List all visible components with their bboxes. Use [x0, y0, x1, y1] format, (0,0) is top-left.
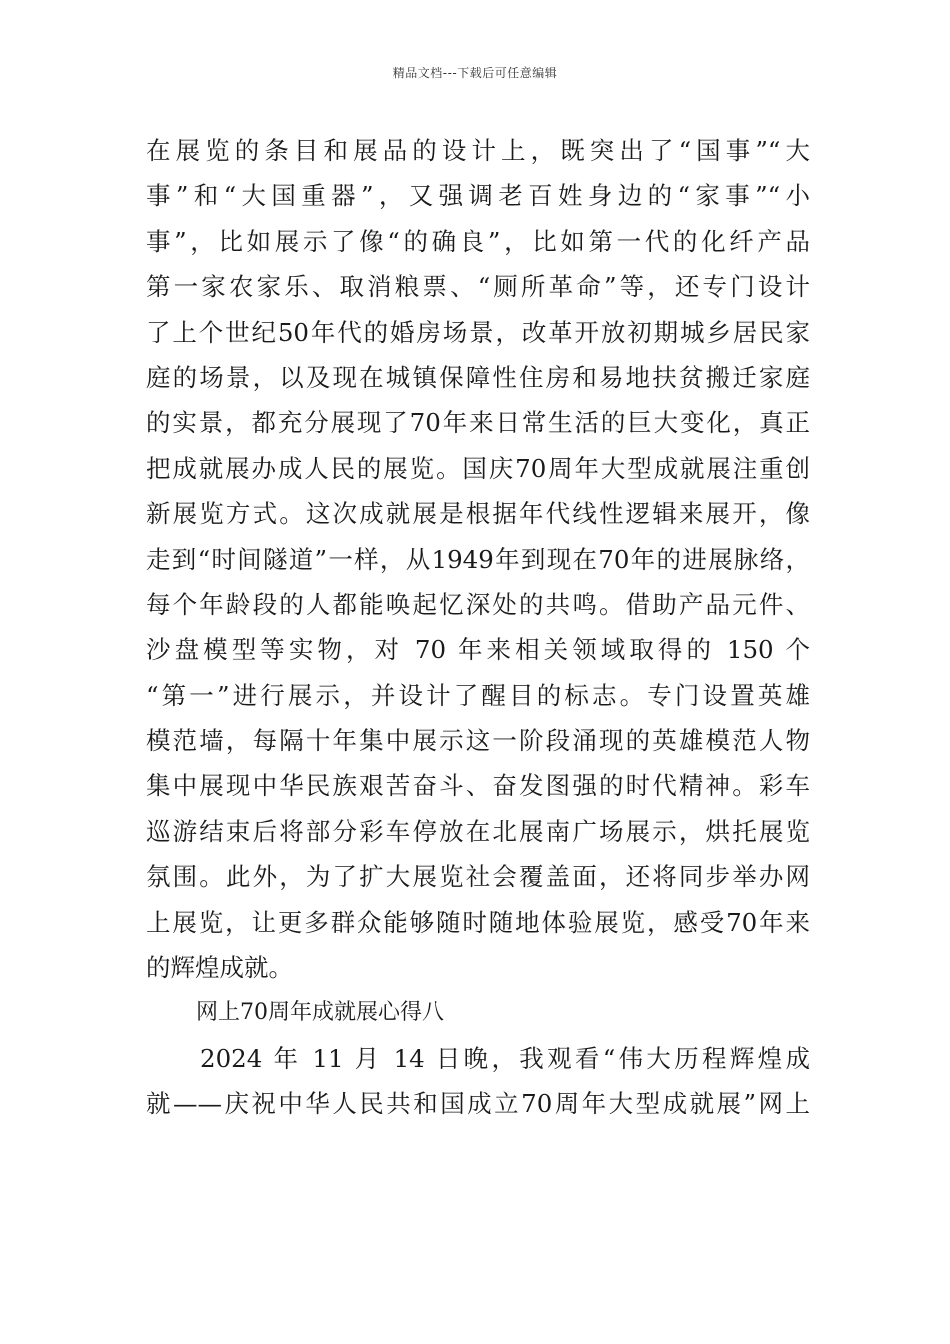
- paragraph-line: 把成就展办成人民的展览。国庆70周年大型成就展注重创: [146, 453, 810, 483]
- paragraph-line: 2024 年 11 月 14 日晚，我观看“伟大历程辉煌成: [200, 1043, 810, 1073]
- paragraph-line: 就——庆祝中华人民共和国成立70周年大型成就展”网上: [146, 1089, 810, 1119]
- paragraph-line: 模范墙，每隔十年集中展示这一阶段涌现的英雄模范人物: [146, 726, 810, 756]
- paragraph-line: 新展览方式。这次成就展是根据年代线性逻辑来展开，像: [146, 499, 810, 529]
- paragraph-line: 氛围。此外，为了扩大展览社会覆盖面，还将同步举办网: [146, 862, 810, 892]
- section-heading: 网上70周年成就展心得八: [196, 1000, 444, 1026]
- paragraph-line: 每个年龄段的人都能唤起忆深处的共鸣。借助产品元件、: [146, 589, 810, 619]
- body-text: [146, 128, 810, 1127]
- paragraph-line: 沙盘模型等实物，对 70 年来相关领域取得的 150 个: [146, 635, 810, 665]
- paragraph-line: 在展览的条目和展品的设计上，既突出了“国事”“大: [146, 136, 810, 165]
- page-header: 精品文档---下载后可任意编辑: [392, 66, 558, 80]
- paragraph-line: 第一家农家乐、取消粮票、“厕所革命”等，还专门设计: [146, 272, 810, 302]
- paragraph-line: 集中展现中华民族艰苦奋斗、奋发图强的时代精神。彩车: [146, 771, 810, 801]
- paragraph-line: 上展览，让更多群众能够随时随地体验展览，感受70年来: [146, 907, 810, 937]
- paragraph-line: 的辉煌成就。: [146, 953, 293, 983]
- paragraph-line: 了上个世纪50年代的婚房场景，改革开放初期城乡居民家: [146, 317, 810, 347]
- paragraph-line: 事”，比如展示了像“的确良”，比如第一代的化纤产品: [146, 226, 810, 256]
- paragraph-line: 走到“时间隧道”一样，从1949年到现在70年的进展脉络，: [146, 544, 810, 574]
- paragraph-line: “第一”进行展示，并设计了醒目的标志。专门设置英雄: [146, 680, 810, 710]
- paragraph-line: 庭的场景，以及现在城镇保障性住房和易地扶贫搬迁家庭: [146, 362, 810, 392]
- paragraph-line: 的实景，都充分展现了70年来日常生活的巨大变化，真正: [146, 408, 810, 438]
- paragraph-line: 事”和“大国重器”，又强调老百姓身边的“家事”“小: [146, 181, 810, 211]
- paragraph-line: 巡游结束后将部分彩车停放在北展南广场展示，烘托展览: [146, 816, 810, 846]
